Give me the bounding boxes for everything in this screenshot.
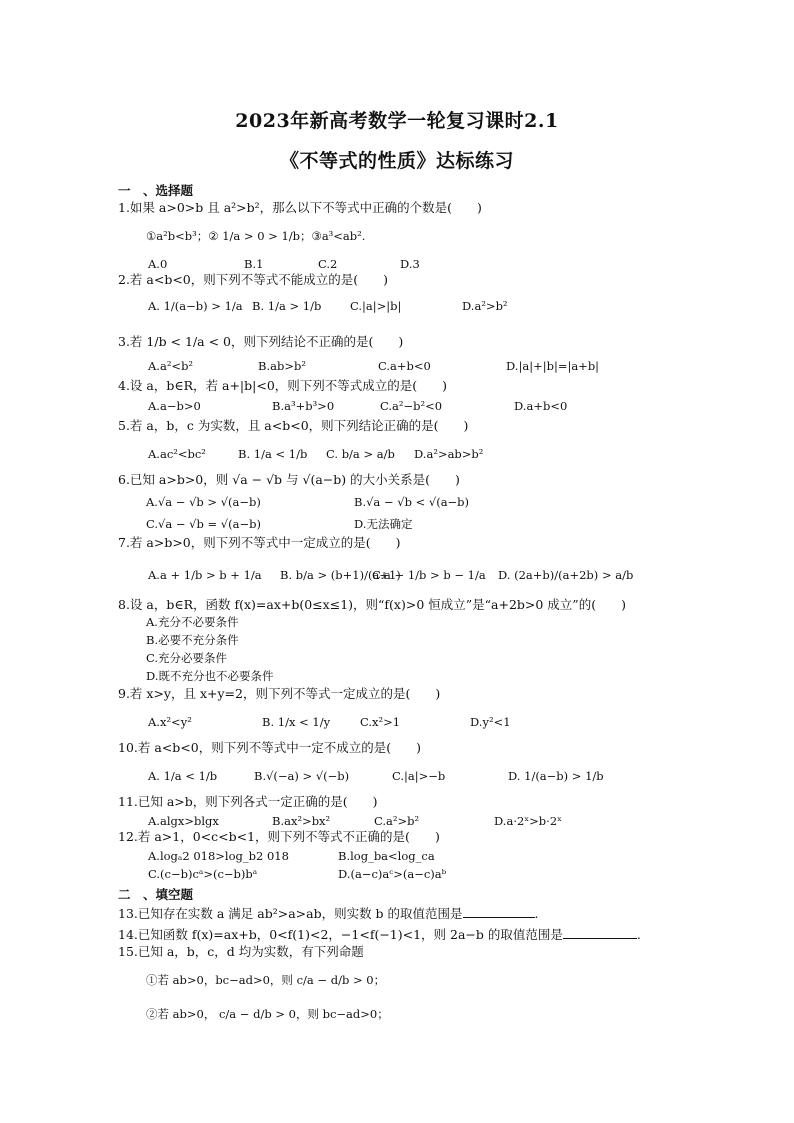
question-8-option-b: B.必要不充分条件: [146, 633, 239, 647]
answer-blank-13[interactable]: [463, 904, 535, 918]
question-1-conditions: ①a²b<b³；② 1/a > 0 > 1/b；③a³<ab².: [146, 229, 366, 243]
question-10-option-c: C.|a|>−b: [392, 769, 446, 783]
question-1-option-c: C.2: [318, 257, 338, 271]
question-9-option-b: B. 1/x < 1/y: [262, 715, 331, 729]
question-5-option-b: B. 1/a < 1/b: [238, 447, 308, 461]
question-8-stem: 8.设 a，b∈R，函数 f(x)=ax+b(0≤x≤1)，则“f(x)>0 恒成立”是“a+2b>0 成立”的( ): [118, 597, 626, 612]
question-9-option-c: C.x²>1: [360, 715, 401, 729]
question-9-option-d: D.y²<1: [470, 715, 511, 729]
question-10-option-b: B.√(−a) > √(−b): [254, 769, 350, 783]
question-2-option-c: C.|a|>|b|: [350, 299, 402, 313]
question-4-option-b: B.a³+b³>0: [272, 399, 335, 413]
question-13-stem: 13.已知存在实数 a 满足 ab²>a>ab，则实数 b 的取值范围是: [118, 906, 463, 921]
question-1-option-d: D.3: [400, 257, 420, 271]
question-2-option-b: B. 1/a > 1/b: [252, 299, 322, 313]
question-6-option-d: D.无法确定: [354, 517, 413, 531]
question-13: [118, 904, 539, 922]
question-11-option-d: D.a·2ˣ>b·2ˣ: [494, 814, 563, 828]
title-line-2: 《不等式的性质》达标练习: [279, 150, 514, 172]
question-3-option-d: D.|a|+|b|=|a+b|: [506, 359, 600, 373]
question-7-option-c: C.a − 1/b > b − 1/a: [372, 568, 486, 582]
question-15-proposition-1: ①若 ab>0，bc−ad>0，则 c/a − d/b > 0；: [146, 973, 386, 987]
question-12-option-b: B.log_ba<log_ca: [338, 849, 435, 863]
title-line-1: 2023年新高考数学一轮复习课时2.1: [235, 110, 559, 132]
question-8-option-c: C.充分必要条件: [146, 651, 228, 665]
question-9-option-a: A.x²<y²: [148, 715, 192, 729]
question-8-option-a: A.充分不必要条件: [146, 615, 239, 629]
section-heading-choice: 一 、选择题: [118, 183, 194, 198]
question-2-option-d: D.a²>b²: [462, 299, 508, 313]
question-7-option-b: B. b/a > (b+1)/(a+1): [280, 568, 401, 582]
question-11-option-b: B.ax²>bx²: [272, 814, 331, 828]
question-12-option-c: C.(c−b)cᵃ>(c−b)bᵃ: [148, 867, 258, 881]
question-6-option-a: A.√a − √b > √(a−b): [146, 495, 261, 509]
question-1-option-a: A.0: [148, 257, 168, 271]
question-4-option-d: D.a+b<0: [514, 399, 568, 413]
question-14: [118, 925, 641, 943]
question-12-option-d: D.(a−c)aᶜ>(a−c)aᵇ: [338, 867, 447, 881]
question-4-option-c: C.a²−b²<0: [380, 399, 443, 413]
question-7-option-a: A.a + 1/b > b + 1/a: [148, 568, 262, 582]
question-1-option-b: B.1: [244, 257, 264, 271]
question-5-option-a: A.ac²<bc²: [148, 447, 206, 461]
question-9-stem: 9.若 x>y，且 x+y=2，则下列不等式一定成立的是( ): [118, 686, 441, 701]
question-13-end: .: [534, 906, 539, 921]
question-11-option-c: C.a²>b²: [374, 814, 420, 828]
question-1-stem: 1.如果 a>0>b 且 a²>b²，那么以下不等式中正确的个数是( ): [118, 200, 482, 215]
question-7-stem: 7.若 a>b>0，则下列不等式中一定成立的是( ): [118, 535, 401, 550]
question-6-stem: 6.已知 a>b>0，则 √a − √b 与 √(a−b) 的大小关系是( ): [118, 472, 460, 487]
question-3-option-a: A.a²<b²: [148, 359, 194, 373]
question-15-stem: 15.已知 a，b，c，d 均为实数，有下列命题: [118, 944, 364, 959]
question-3-stem: 3.若 1/b < 1/a < 0，则下列结论不正确的是( ): [118, 334, 404, 349]
question-14-end: .: [636, 927, 641, 942]
question-10-option-d: D. 1/(a−b) > 1/b: [508, 769, 604, 783]
answer-blank-14[interactable]: [563, 925, 637, 939]
question-4-stem: 4.设 a，b∈R，若 a+|b|<0，则下列不等式成立的是( ): [118, 378, 448, 393]
question-3-option-b: B.ab>b²: [258, 359, 306, 373]
question-6-option-c: C.√a − √b = √(a−b): [146, 517, 261, 531]
question-6-option-b: B.√a − √b < √(a−b): [354, 495, 470, 509]
question-15-proposition-2: ②若 ab>0， c/a − d/b > 0，则 bc−ad>0；: [146, 1007, 389, 1021]
question-3-option-c: C.a+b<0: [378, 359, 431, 373]
question-14-stem: 14.已知函数 f(x)=ax+b，0<f(1)<2，−1<f(−1)<1，则 2a−b 的取值范围是: [118, 927, 563, 942]
question-12-stem: 12.若 a>1，0<c<b<1，则下列不等式不正确的是( ): [118, 829, 440, 844]
question-4-option-a: A.a−b>0: [148, 399, 201, 413]
question-2-stem: 2.若 a<b<0，则下列不等式不能成立的是( ): [118, 272, 389, 287]
question-11-option-a: A.algx>blgx: [148, 814, 219, 828]
question-5-option-c: C. b/a > a/b: [326, 447, 395, 461]
question-8-option-d: D.既不充分也不必要条件: [146, 669, 274, 683]
question-5-option-d: D.a²>ab>b²: [414, 447, 484, 461]
question-2-option-a: A. 1/(a−b) > 1/a: [148, 299, 243, 313]
section-heading-fill-blank: 二 、填空题: [118, 887, 194, 902]
question-10-option-a: A. 1/a < 1/b: [148, 769, 218, 783]
question-11-stem: 11.已知 a>b，则下列各式一定正确的是( ): [118, 794, 378, 809]
question-7-option-d: D. (2a+b)/(a+2b) > a/b: [498, 568, 634, 582]
question-12-option-a: A.logₐ2 018>log_b2 018: [148, 849, 289, 863]
question-5-stem: 5.若 a，b，c 为实数，且 a<b<0，则下列结论正确的是( ): [118, 418, 469, 433]
question-10-stem: 10.若 a<b<0，则下列不等式中一定不成立的是( ): [118, 740, 421, 755]
